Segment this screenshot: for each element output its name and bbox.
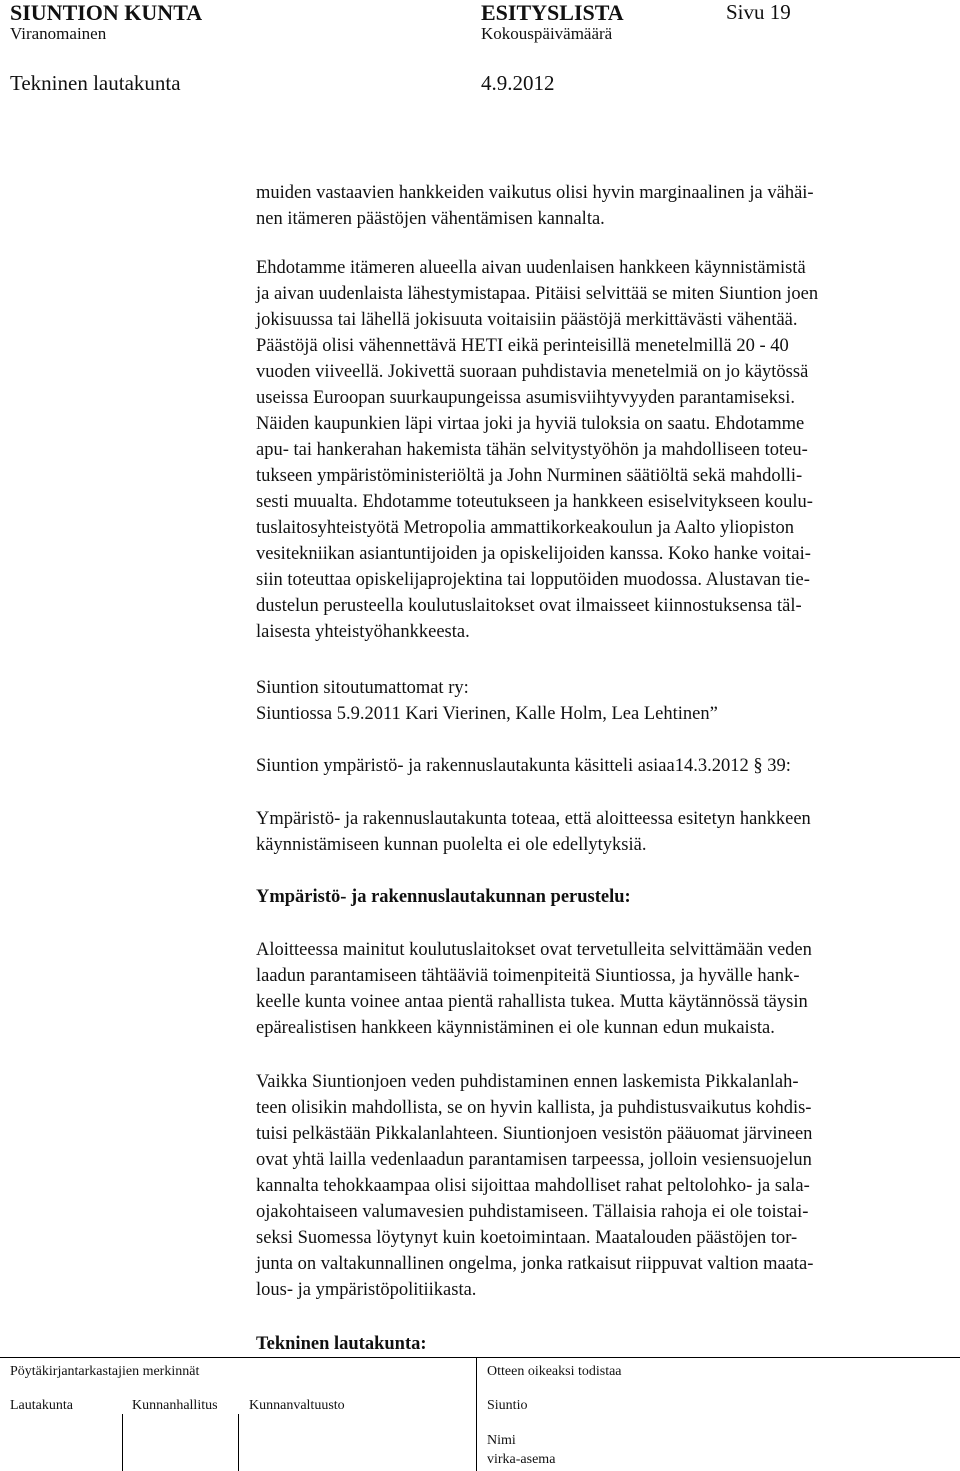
heading-text: Tekninen lautakunta:: [256, 1334, 427, 1354]
authority-name: Tekninen lautakunta: [10, 71, 181, 95]
text-line: laadun parantamiseen tähtääviä toimenpiteitä Siuntiossa, ja hyvälle hank-: [256, 966, 800, 986]
text-line: nen itämeren päästöjen vähentämisen kannalta.: [256, 209, 605, 229]
text-line: Vaikka Siuntionjoen veden puhdistaminen ennen laskemista Pikkalanlah-: [256, 1072, 799, 1092]
text-line: teen olisikin mahdollista, se on hyvin kallista, ja puhdistusvaikutus kohdis-: [256, 1098, 812, 1118]
footer-reviewers-title: Pöytäkirjantarkastajien merkinnät: [10, 1364, 200, 1379]
text-line: tukseen ympäristöministeriöltä ja John Nurminen säätiöltä sekä mahdolli-: [256, 466, 803, 486]
text-line: epärealistisen hankkeen käynnistäminen ei ole kunnan edun mukaista.: [256, 1018, 775, 1038]
text-line: keelle kunta voinee antaa pientä rahallista tukea. Mutta käytännössä täysin: [256, 992, 808, 1012]
text-line: kannalta tehokkaampaa olisi sijoittaa mahdolliset rahat peltolohko- ja sala-: [256, 1176, 810, 1196]
text-line: tuslaitosyhteistyötä Metropolia ammattikorkeakoulun ja Aalto yliopiston: [256, 518, 794, 538]
text-line: ojakohtaiseen valumavesien puhdistamiseen. Tällaisia rahoja ei ole toistai-: [256, 1202, 809, 1222]
municipality-name: SIUNTION KUNTA: [10, 0, 203, 25]
section-heading-justification: [256, 884, 946, 910]
text-line: Aloitteessa mainitut koulutuslaitokset ovat tervetulleita selvittämään veden: [256, 940, 812, 960]
footer-title-label: virka-asema: [487, 1452, 556, 1467]
text-line: vesitekniikan asiantuntijoiden ja opiskelijoiden kanssa. Koko hanke voitai-: [256, 544, 811, 564]
text-line: muiden vastaavien hankkeiden vaikutus olisi hyvin marginaalinen ja vähäi-: [256, 183, 814, 203]
footer-divider: [476, 1357, 477, 1471]
text-line: jokisuussa tai lähellä jokisuuta voitaisiin päästöjä merkittävästi vähentää.: [256, 310, 798, 330]
text-line: ja aivan uudenlaista lähestymistapaa. Pitäisi selvittää se miten Siuntion joen: [256, 284, 819, 304]
paragraph-decision-ref: [256, 753, 946, 779]
text-line: Ehdotamme itämeren alueella aivan uudenlaisen hankkeen käynnistämistä: [256, 258, 806, 278]
page-number: Sivu 19: [726, 0, 791, 24]
text-line: lous- ja ympäristöpolitiikasta.: [256, 1280, 477, 1300]
footer-col-municipal-board: Kunnanhallitus: [132, 1398, 218, 1413]
footer-col-board: Lautakunta: [10, 1398, 73, 1413]
text-line: ovat yhtä lailla vedenlaadun parantamisen tarpeessa, jolloin vesiensuojelun: [256, 1150, 812, 1170]
paragraph-water-cleaning: [256, 1069, 946, 1303]
text-line: laisesta yhteistyöhankkeesta.: [256, 622, 470, 642]
text-line: dustelun perusteella koulutuslaitokset ovat ilmaisseet kiinnostuksensa täl-: [256, 596, 802, 616]
text-line: apu- tai hankerahan hakemista tähän selvitystyöhön ja mahdolliseen toteu-: [256, 440, 808, 460]
text-line: sesti muualta. Ehdotamme toteutukseen ja hankkeen esiselvitykseen koulu-: [256, 492, 813, 512]
footer-col-council: Kunnanvaltuusto: [249, 1398, 345, 1413]
heading-text: Ympäristö- ja rakennuslautakunnan perustelu:: [256, 887, 631, 907]
text-line: Näiden kaupunkien läpi virtaa joki ja hyviä tuloksia on saatu. Ehdotamme: [256, 414, 805, 434]
signature-block: [256, 675, 946, 727]
paragraph-2: [256, 255, 946, 645]
text-line: käynnistämiseen kunnan puolelta ei ole edellytyksiä.: [256, 835, 647, 855]
text-line: Siuntion ympäristö- ja rakennuslautakunta käsitteli asiaa14.3.2012 § 39:: [256, 756, 791, 776]
text-line: vuoden viiveellä. Jokivettä suoraan puhdistavia menetelmiä on jo käytössä: [256, 362, 809, 382]
text-line: Päästöjä olisi vähennettävä HETI eikä perinteisillä menetelmillä 20 - 40: [256, 336, 789, 356]
meeting-date-label: Kokouspäivämäärä: [481, 24, 613, 43]
meeting-date: 4.9.2012: [481, 71, 555, 95]
text-line: Siuntiossa 5.9.2011 Kari Vierinen, Kalle Holm, Lea Lehtinen”: [256, 704, 718, 724]
text-line: seksi Suomessa löytynyt kuin koetoimintaan. Maatalouden päästöjen tor-: [256, 1228, 798, 1248]
text-line: junta on valtakunnallinen ongelma, jonka ratkaisut riippuvat valtion maata-: [256, 1254, 814, 1274]
section-heading-technical-board: [256, 1331, 946, 1357]
text-line: Ympäristö- ja rakennuslautakunta toteaa, että aloitteessa esitetyn hankkeen: [256, 809, 811, 829]
text-line: Siuntion sitoutumattomat ry:: [256, 678, 469, 698]
paragraph-1: [256, 180, 946, 232]
footer-place: Siuntio: [487, 1398, 528, 1413]
footer-certified-title: Otteen oikeaksi todistaa: [487, 1364, 622, 1379]
footer-col-divider: [238, 1414, 239, 1471]
text-line: useissa Euroopan suurkaupungeissa asumisviihtyvyyden parantamiseksi.: [256, 388, 795, 408]
footer-top-rule: [0, 1357, 960, 1358]
authority-label: Viranomainen: [10, 24, 107, 43]
text-line: siin toteuttaa opiskelijaprojektina tai lopputöiden muodossa. Alustavan tie-: [256, 570, 810, 590]
paragraph-justification: [256, 937, 946, 1041]
paragraph-decision: [256, 806, 946, 858]
text-line: tuisi pelkästään Pikkalanlahteen. Siuntionjoen vesistön pääuomat järvineen: [256, 1124, 813, 1144]
document-type: ESITYSLISTA: [481, 0, 624, 25]
footer-col-divider: [122, 1414, 123, 1471]
footer-name-label: Nimi: [487, 1433, 516, 1448]
